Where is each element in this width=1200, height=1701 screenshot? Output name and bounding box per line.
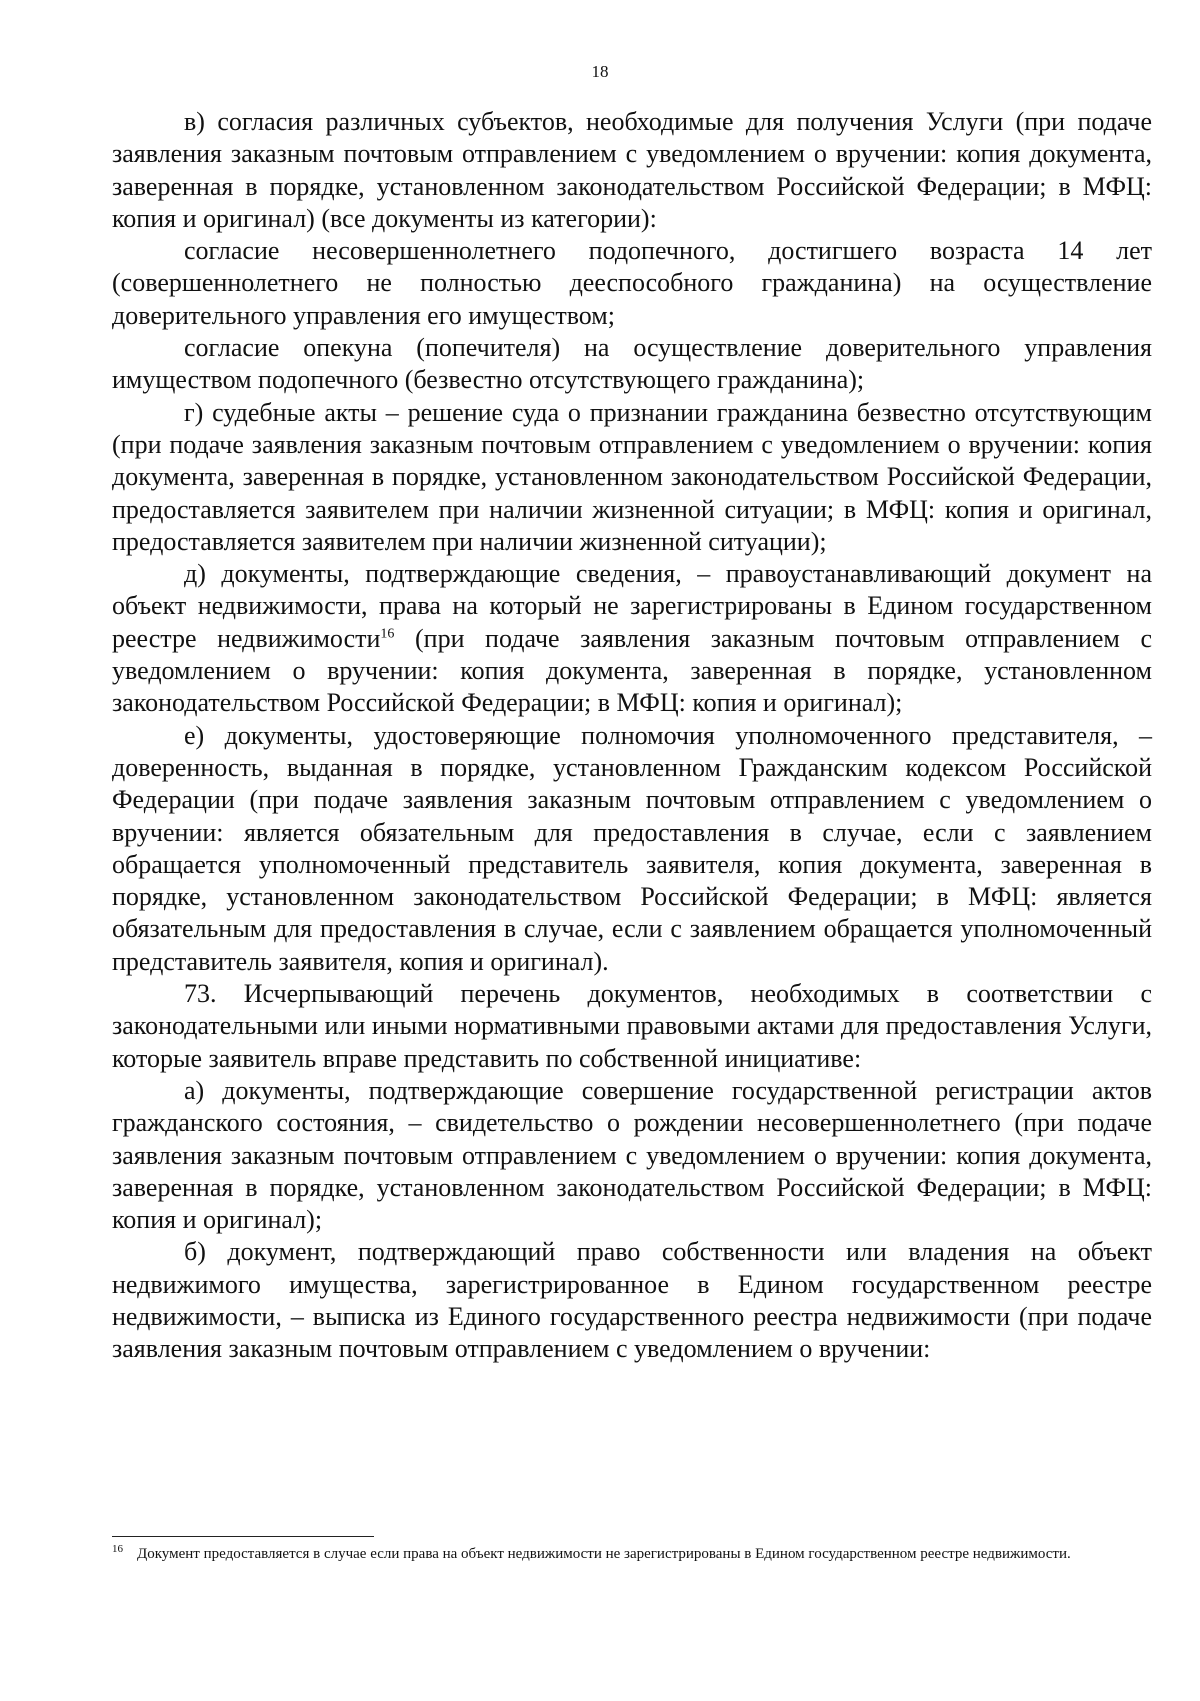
paragraph-g: г) судебные акты – решение суда о признании гражданина безвестно отсутствующим (при подаче заявления заказным почтовым отправлением с уведомлением о вручении: копия документа, заверенная в порядке, установленном законодательством Российской Федерации, предоставляется заявителем при наличии жизненной ситуации; в МФЦ: копия и оригинал, предоставляется заявителем при наличии жизненной ситуации); (112, 397, 1152, 556)
footnote-divider (112, 1536, 374, 1537)
footnote (112, 1544, 1152, 1564)
paragraph-d (112, 558, 1152, 719)
paragraph-b: б) документ, подтверждающий право собственности или владения на объект недвижимого имущества, зарегистрированное в Едином государственном реестре недвижимости, – выписка из Единого государственного реестра недвижимости (при подаче заявления заказным почтовым отправлением с уведомлением о вручении: (112, 1237, 1152, 1364)
paragraph-consent-minor: согласие несовершеннолетнего подопечного, достигшего возраста 14 лет (совершеннолетнего не полностью дееспособного гражданина) на осуществление доверительного управления его имуществом; (112, 236, 1152, 330)
footnote-text: Документ предоставляется в случае если права на объект недвижимости не зарегистрированы в Едином государственном реестре недвижимости. (137, 1546, 1071, 1562)
paragraph-d-text-end: (при подаче заявления заказным почтовым отправлением с уведомлением о вручении: копия документа, заверенная в порядке, установленном законодательством Российской Федерации; в МФЦ: копия и оригинал); (112, 623, 1153, 718)
footnote-marker: 16 (112, 1543, 123, 1555)
document-body (112, 106, 1152, 1366)
page-number: 18 (591, 62, 609, 81)
paragraph-a: а) документы, подтверждающие совершение государственной регистрации актов гражданского состояния, – свидетельство о рождении несовершеннолетнего (при подаче заявления заказным почтовым отправлением с уведомлением о вручении: копия документа, заверенная в порядке, установленном законодательством Российской Федерации; в МФЦ: копия и оригинал); (112, 1075, 1152, 1235)
footnote-reference: 16 (380, 626, 395, 642)
paragraph-d-text-start: д) документы, подтверждающие сведения, – правоустанавливающий документ на объект недвижимости, права на который не зарегистрированы в Едином государственном реестре недвижимости (112, 559, 1152, 653)
paragraph-v: в) согласия различных субъектов, необходимые для получения Услуги (при подаче заявления заказным почтовым отправлением с уведомлением о вручении: копия документа, заверенная в порядке, установленном законодательством Российской Федерации; в МФЦ: копия и оригинал) (все документы из категории): (112, 107, 1152, 233)
paragraph-consent-guardian: согласие опекуна (попечителя) на осуществление доверительного управления имуществом подопечного (безвестно отсутствующего гражданина); (112, 333, 1152, 395)
paragraph-e: е) документы, удостоверяющие полномочия уполномоченного представителя, – доверенность, выданная в порядке, установленном Гражданским кодексом Российской Федерации (при подаче заявления заказным почтовым отправлением с уведомлением о вручении: является обязательным для предоставления в случае, если с заявлением обращается уполномоченный представитель заявителя, копия документа, заверенная в порядке, установленном законодательством Российской Федерации; в МФЦ: является обязательным для предоставления в случае, если с заявлением обращается уполномоченный представитель заявителя, копия и оригинал). (112, 720, 1152, 976)
paragraph-73: 73. Исчерпывающий перечень документов, необходимых в соответствии с законодательными или иными нормативными правовыми актами для предоставления Услуги, которые заявитель вправе представить по собственной инициативе: (112, 979, 1152, 1073)
